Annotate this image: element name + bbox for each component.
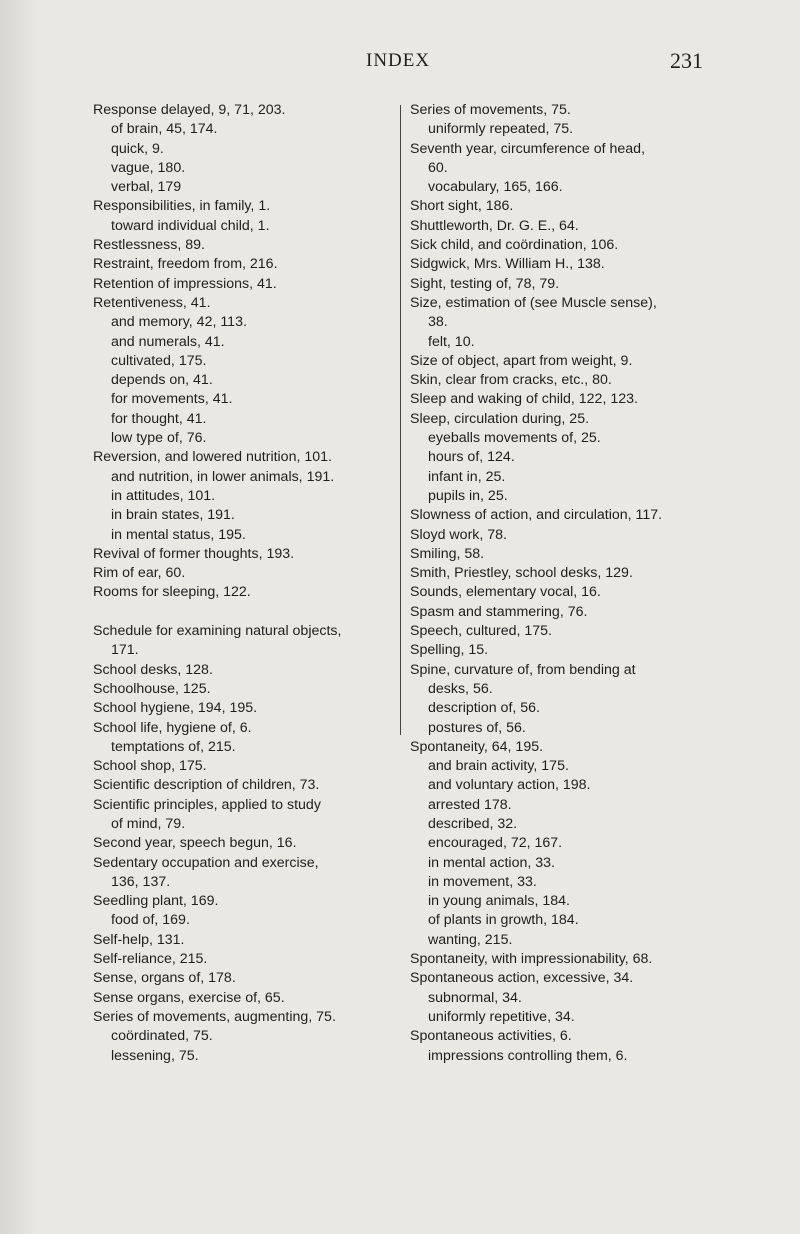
- page-number: 231: [670, 48, 703, 73]
- index-entry: Sidgwick, Mrs. William H., 138.: [410, 256, 605, 273]
- index-entry: Spontaneous activities, 6.: [410, 1028, 572, 1045]
- index-entry: Series of movements, augmenting, 75.: [93, 1008, 336, 1025]
- index-entry: Skin, clear from cracks, etc., 80.: [410, 372, 612, 389]
- index-subentry: of brain, 45, 174.: [111, 121, 218, 138]
- index-subentry: verbal, 179: [111, 179, 182, 196]
- index-entry: Self-reliance, 215.: [93, 951, 208, 968]
- index-entry: School shop, 175.: [93, 758, 207, 775]
- index-subentry: for movements, 41.: [111, 391, 233, 408]
- index-subentry: and brain activity, 175.: [428, 758, 569, 775]
- page-header: [0, 48, 800, 78]
- index-column-left: [93, 101, 393, 1066]
- index-entry: Size, estimation of (see Muscle sense),: [410, 294, 657, 311]
- index-entry: Sense organs, exercise of, 65.: [93, 989, 285, 1006]
- index-entry: Rooms for sleeping, 122.: [93, 584, 251, 601]
- page-shadow-edge: [0, 0, 40, 1234]
- index-subentry: in mental status, 195.: [111, 526, 246, 543]
- index-entry: Slowness of action, and circulation, 117.: [410, 507, 663, 524]
- index-entry: Responsibilities, in family, 1.: [93, 198, 271, 215]
- index-subentry: coördinated, 75.: [111, 1028, 213, 1045]
- index-subentry: of plants in growth, 184.: [428, 912, 579, 929]
- index-entry: School hygiene, 194, 195.: [93, 700, 258, 717]
- index-entry: Speech, cultured, 175.: [410, 623, 552, 640]
- index-subentry: and numerals, 41.: [111, 333, 225, 350]
- index-entry: Series of movements, 75.: [410, 102, 571, 118]
- index-subentry: vague, 180.: [111, 159, 186, 176]
- index-subentry: arrested 178.: [428, 796, 512, 813]
- index-subentry: felt, 10.: [428, 333, 475, 350]
- index-subentry: in mental action, 33.: [428, 854, 555, 871]
- index-subentry: pupils in, 25.: [428, 487, 508, 504]
- index-entry-continuation: 60.: [428, 159, 448, 176]
- index-subentry: low type of, 76.: [111, 430, 207, 447]
- column-divider: [400, 105, 401, 735]
- index-entry: Spontaneous action, excessive, 34.: [410, 970, 634, 987]
- index-entry: Sounds, elementary vocal, 16.: [410, 584, 601, 601]
- index-entry: Restlessness, 89.: [93, 237, 205, 254]
- index-subentry: in movement, 33.: [428, 873, 537, 890]
- index-entry: Seedling plant, 169.: [93, 893, 219, 910]
- index-subentry: uniformly repetitive, 34.: [428, 1008, 575, 1025]
- index-entry-continuation: 136, 137.: [111, 873, 171, 890]
- index-subentry: cultivated, 175.: [111, 352, 207, 369]
- index-entry: Spelling, 15.: [410, 642, 489, 659]
- index-subentry: encouraged, 72, 167.: [428, 835, 563, 852]
- index-subentry: impressions controlling them, 6.: [428, 1047, 628, 1064]
- index-subentry: toward individual child, 1.: [111, 217, 270, 234]
- section-gap: [93, 603, 393, 622]
- index-entry: Schoolhouse, 125.: [93, 680, 211, 697]
- index-entry: Restraint, freedom from, 216.: [93, 256, 278, 273]
- index-subentry: in brain states, 191.: [111, 507, 235, 524]
- index-subentry: infant in, 25.: [428, 468, 506, 485]
- index-entry: Response delayed, 9, 71, 203.: [93, 102, 286, 118]
- index-entry: Revival of former thoughts, 193.: [93, 545, 295, 562]
- index-subentry: wanting, 215.: [428, 931, 513, 948]
- index-subentry: and nutrition, in lower animals, 191.: [111, 468, 335, 485]
- index-subentry: and memory, 42, 113.: [111, 314, 247, 331]
- index-subentry: description of, 56.: [428, 700, 540, 717]
- index-entry: Retention of impressions, 41.: [93, 275, 277, 292]
- index-entry: Retentiveness, 41.: [93, 294, 211, 311]
- index-entry: Reversion, and lowered nutrition, 101.: [93, 449, 332, 466]
- index-subentry: temptations of, 215.: [111, 738, 236, 755]
- index-subentry: for thought, 41.: [111, 410, 207, 427]
- index-subentry: and voluntary action, 198.: [428, 777, 591, 794]
- index-subentry: in young animals, 184.: [428, 893, 570, 910]
- index-subentry: food of, 169.: [111, 912, 190, 929]
- index-entry: School life, hygiene of, 6.: [93, 719, 252, 736]
- index-entry: Rim of ear, 60.: [93, 565, 186, 582]
- index-subentry: lessening, 75.: [111, 1047, 199, 1064]
- index-entry: Self-help, 131.: [93, 931, 185, 948]
- index-subentry: described, 32.: [428, 815, 518, 832]
- index-subentry: postures of, 56.: [428, 719, 526, 736]
- index-entry: Short sight, 186.: [410, 198, 514, 215]
- index-entry: Schedule for examining natural objects,: [93, 623, 342, 640]
- index-entry-continuation: of mind, 79.: [111, 815, 186, 832]
- index-entry: Sense, organs of, 178.: [93, 970, 236, 987]
- index-entry-continuation: desks, 56.: [428, 680, 493, 697]
- index-entry-continuation: 171.: [111, 642, 139, 659]
- index-entry: Shuttleworth, Dr. G. E., 64.: [410, 217, 579, 234]
- index-entry: Sloyd work, 78.: [410, 526, 507, 543]
- index-entry: Second year, speech begun, 16.: [93, 835, 297, 852]
- index-subentry: depends on, 41.: [111, 372, 213, 389]
- index-entry: Smith, Priestley, school desks, 129.: [410, 565, 633, 582]
- index-entry: Size of object, apart from weight, 9.: [410, 352, 633, 369]
- index-subentry: uniformly repeated, 75.: [428, 121, 574, 138]
- index-entry: Sedentary occupation and exercise,: [93, 854, 319, 871]
- index-entry: Spontaneity, with impressionability, 68.: [410, 951, 653, 968]
- index-entry: Sleep, circulation during, 25.: [410, 410, 590, 427]
- index-entry: Scientific principles, applied to study: [93, 796, 321, 813]
- index-subentry: hours of, 124.: [428, 449, 515, 466]
- index-entry-continuation: 38.: [428, 314, 448, 331]
- index-entry: Spasm and stammering, 76.: [410, 603, 588, 620]
- index-entry: Scientific description of children, 73.: [93, 777, 320, 794]
- index-entry: Spine, curvature of, from bending at: [410, 661, 636, 678]
- index-subentry: in attitudes, 101.: [111, 487, 216, 504]
- index-entry: Sight, testing of, 78, 79.: [410, 275, 560, 292]
- index-entry: School desks, 128.: [93, 661, 213, 678]
- index-entry: Sick child, and coördination, 106.: [410, 237, 619, 254]
- index-subentry: eyeballs movements of, 25.: [428, 430, 601, 447]
- index-entry: Seventh year, circumference of head,: [410, 140, 646, 157]
- index-subentry: quick, 9.: [111, 140, 164, 157]
- running-title: INDEX: [366, 50, 431, 71]
- index-entry: Spontaneity, 64, 195.: [410, 738, 544, 755]
- index-entry: Smiling, 58.: [410, 545, 485, 562]
- index-subentry: subnormal, 34.: [428, 989, 522, 1006]
- index-entry: Sleep and waking of child, 122, 123.: [410, 391, 638, 408]
- index-column-right: [410, 101, 720, 1066]
- index-subentry: vocabulary, 165, 166.: [428, 179, 563, 196]
